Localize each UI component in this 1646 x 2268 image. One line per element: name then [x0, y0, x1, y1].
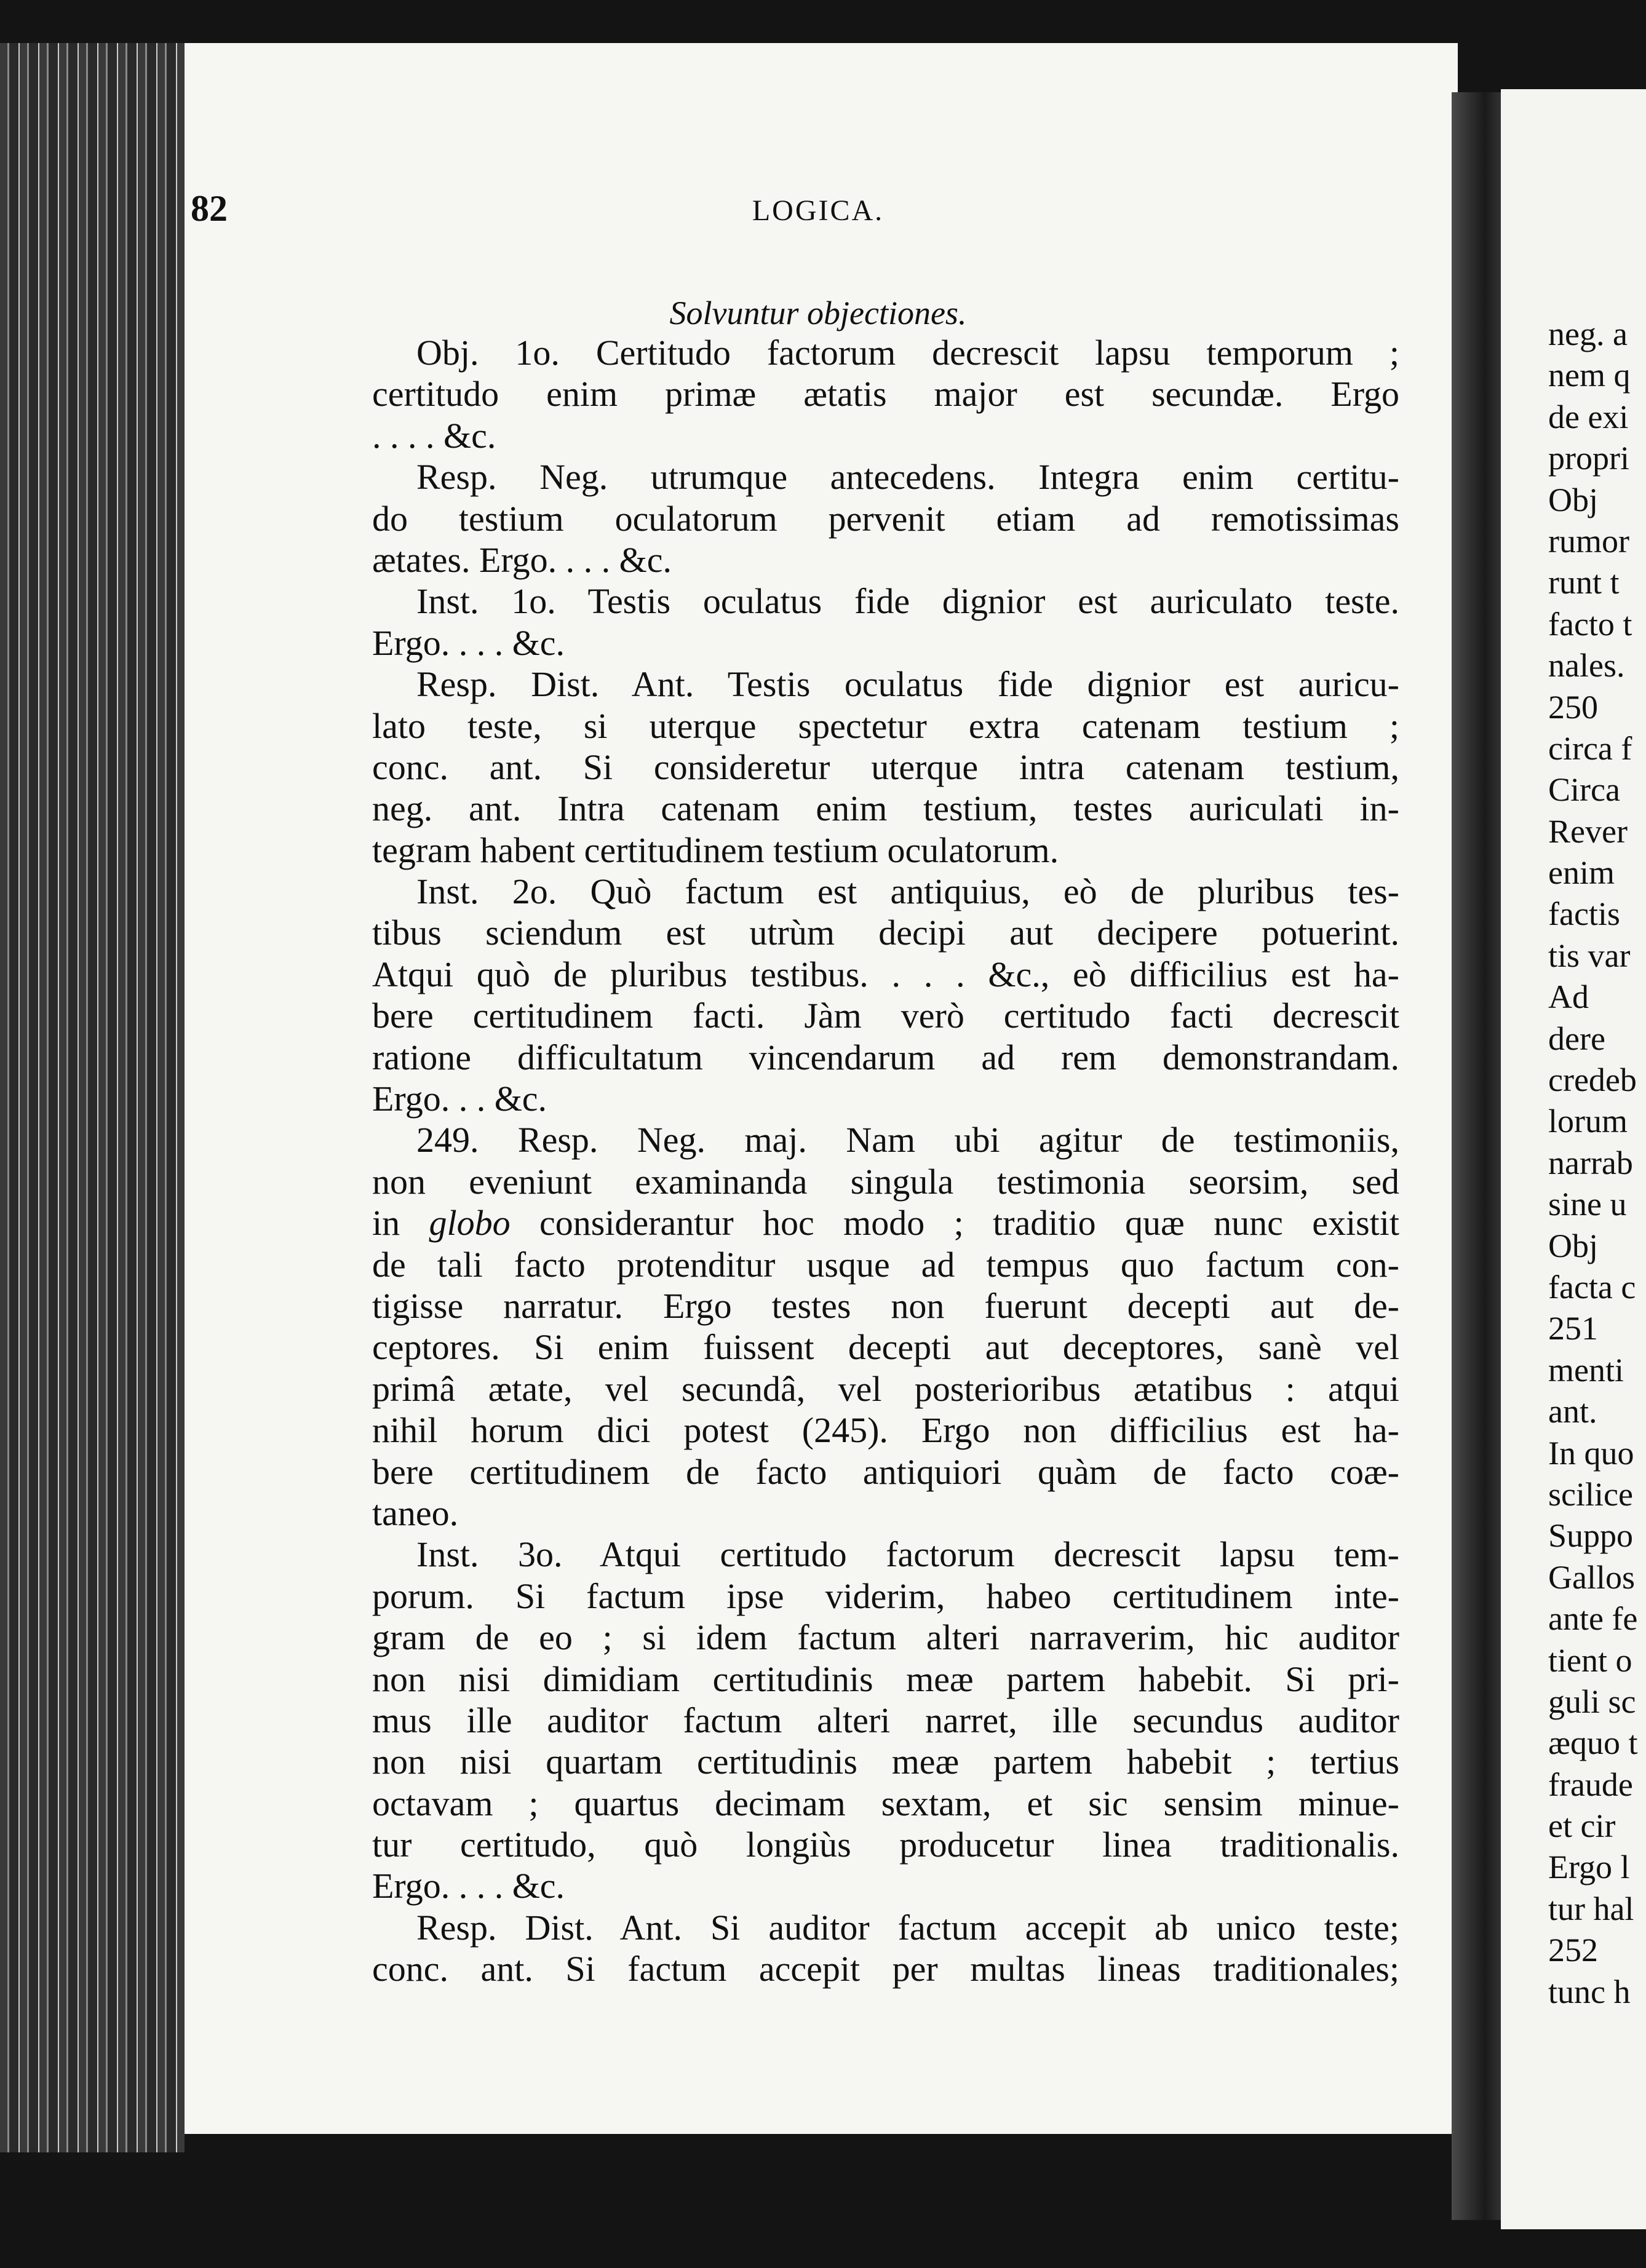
text-line: Resp. Dist. Ant. Si auditor factum accepit ab unico teste;	[416, 1907, 1399, 1948]
text-line: porum. Si factum ipse viderim, habeo certitudinem inte-	[372, 1576, 1399, 1616]
facing-page-line: nales.	[1548, 647, 1625, 684]
facing-page-line: enim	[1548, 854, 1615, 892]
text-line: Atqui quò de pluribus testibus. . . . &c., eò difficilius est ha-	[372, 954, 1399, 994]
book-page-edges	[0, 43, 185, 2152]
facing-page-line: 252	[1548, 1932, 1598, 1969]
text-line: non eveniunt examinanda singula testimonia seorsim, sed	[372, 1161, 1399, 1202]
text-line: Ergo. . . . &c.	[372, 1866, 565, 1906]
facing-page-line: guli sc	[1548, 1683, 1636, 1720]
facing-page-line: tur hal	[1548, 1890, 1634, 1927]
text-line: ætates. Ergo. . . . &c.	[372, 539, 672, 580]
text-line: non nisi dimidiam certitudinis meæ partem habebit. Si pri-	[372, 1659, 1399, 1699]
text-line: Resp. Dist. Ant. Testis oculatus fide dignior est auricu-	[416, 664, 1399, 705]
text-line: . . . . &c.	[372, 415, 496, 456]
facing-page-line: narrab	[1548, 1144, 1633, 1181]
text-line: lato teste, si uterque spectetur extra catenam testium ;	[372, 705, 1399, 746]
facing-page-line: dere	[1548, 1020, 1605, 1057]
text-line: de tali facto protenditur usque ad tempus quo factum con-	[372, 1244, 1399, 1285]
text-line: conc. ant. Si consideretur uterque intra catenam testium,	[372, 747, 1399, 787]
facing-page-line: tis var	[1548, 937, 1631, 974]
section-title: Solvuntur objectiones.	[669, 295, 967, 331]
facing-page-line: Rever	[1548, 812, 1628, 850]
text-line: ceptores. Si enim fuissent decepti aut deceptores, sanè vel	[372, 1327, 1399, 1368]
text-line: neg. ant. Intra catenam enim testium, testes auriculati in-	[372, 788, 1399, 829]
text-line: do testium oculatorum pervenit etiam ad remotissimas	[372, 498, 1399, 539]
text-line: tegram habent certitudinem testium oculatorum.	[372, 830, 1059, 870]
facing-page-line: neg. a	[1548, 315, 1628, 352]
running-head: LOGICA.	[752, 194, 885, 227]
page-number: 82	[191, 188, 228, 229]
text-line: tur certitudo, quò longiùs producetur linea traditionalis.	[372, 1825, 1399, 1865]
text-line: mus ille auditor factum alteri narret, ille secundus auditor	[372, 1700, 1399, 1740]
text-line: Ergo. . . . &c.	[372, 622, 565, 663]
facing-page-line: Gallos	[1548, 1558, 1635, 1596]
facing-page-line: credeb	[1548, 1061, 1637, 1099]
text-line: certitudo enim primæ ætatis major est secundæ. Ergo	[372, 374, 1399, 414]
text-line: bere certitudinem de facto antiquiori quàm de facto coæ-	[372, 1451, 1399, 1492]
text-line: bere certitudinem facti. Jàm verò certitudo facti decrescit	[372, 996, 1399, 1036]
facing-page-line: scilice	[1548, 1475, 1633, 1513]
text-line: Inst. 2o. Quò factum est antiquius, eò de pluribus tes-	[416, 871, 1399, 912]
facing-page-line: propri	[1548, 440, 1629, 477]
text-line: conc. ant. Si factum accepit per multas lineas traditionales;	[372, 1949, 1399, 1989]
text-line: non nisi quartam certitudinis meæ partem habebit ; tertius	[372, 1742, 1399, 1782]
facing-page-line: lorum	[1548, 1103, 1628, 1140]
text-line: tigisse narratur. Ergo testes non fuerunt decepti aut de-	[372, 1285, 1399, 1326]
book-gutter	[1452, 92, 1507, 2220]
text-line: tibus sciendum est utrùm decipi aut decipere potuerint.	[372, 913, 1399, 953]
facing-page-line: 251	[1548, 1310, 1598, 1347]
text-line: 249. Resp. Neg. maj. Nam ubi agitur de testimoniis,	[416, 1120, 1399, 1160]
facing-page-line: fraude	[1548, 1766, 1633, 1803]
text-line: ratione difficultatum vincendarum ad rem demonstrandam.	[372, 1037, 1399, 1077]
text-line: Inst. 3o. Atqui certitudo factorum decrescit lapsu tem-	[416, 1534, 1399, 1575]
facing-page-line: æquo t	[1548, 1724, 1638, 1762]
facing-page-line: nem q	[1548, 357, 1631, 394]
text-line: primâ ætate, vel secundâ, vel posterioribus ætatibus : atqui	[372, 1368, 1399, 1409]
text-line: in globo considerantur hoc modo ; traditio quæ nunc existit	[372, 1203, 1399, 1243]
facing-page-line: In quo	[1548, 1434, 1634, 1472]
facing-page-line: menti	[1548, 1351, 1624, 1389]
facing-page-line: Obj	[1548, 481, 1598, 518]
text-line: gram de eo ; si idem factum alteri narraverim, hic auditor	[372, 1617, 1399, 1658]
facing-page-line: ant.	[1548, 1393, 1597, 1430]
text-line: Obj. 1o. Certitudo factorum decrescit lapsu temporum ;	[416, 333, 1399, 373]
text-line: Ergo. . . &c.	[372, 1079, 547, 1119]
facing-page-line: sine u	[1548, 1186, 1627, 1223]
facing-page-line: Ergo l	[1548, 1849, 1630, 1886]
facing-page-line: facto t	[1548, 605, 1632, 643]
facing-page-line: circa f	[1548, 729, 1632, 767]
facing-page-line: de exi	[1548, 398, 1629, 435]
text-line: Resp. Neg. utrumque antecedens. Integra enim certitu-	[416, 457, 1399, 498]
main-text-block	[372, 332, 1399, 1990]
facing-page-line: factis	[1548, 895, 1620, 933]
facing-page-line: Suppo	[1548, 1517, 1634, 1555]
facing-page-line: ante fe	[1548, 1600, 1638, 1638]
facing-page-line: et cir	[1548, 1807, 1616, 1845]
facing-page-line: Obj	[1548, 1227, 1598, 1264]
facing-page-line: rumor	[1548, 522, 1629, 560]
text-line: octavam ; quartus decimam sextam, et sic sensim minue-	[372, 1783, 1399, 1823]
page-header	[0, 188, 1646, 237]
text-line: nihil horum dici potest (245). Ergo non difficilius est ha-	[372, 1410, 1399, 1451]
facing-page-line: facta c	[1548, 1268, 1636, 1306]
facing-page-text	[1548, 314, 1646, 2013]
facing-page-line: runt t	[1548, 564, 1620, 601]
facing-page-line: Ad	[1548, 978, 1589, 1016]
text-line: taneo.	[372, 1493, 459, 1533]
text-line: Inst. 1o. Testis oculatus fide dignior est auriculato teste.	[416, 581, 1399, 622]
facing-page-line: Circa	[1548, 771, 1620, 809]
facing-page-line: 250	[1548, 688, 1598, 726]
facing-page-line: tient o	[1548, 1641, 1632, 1679]
facing-page-line: tunc h	[1548, 1973, 1631, 2010]
